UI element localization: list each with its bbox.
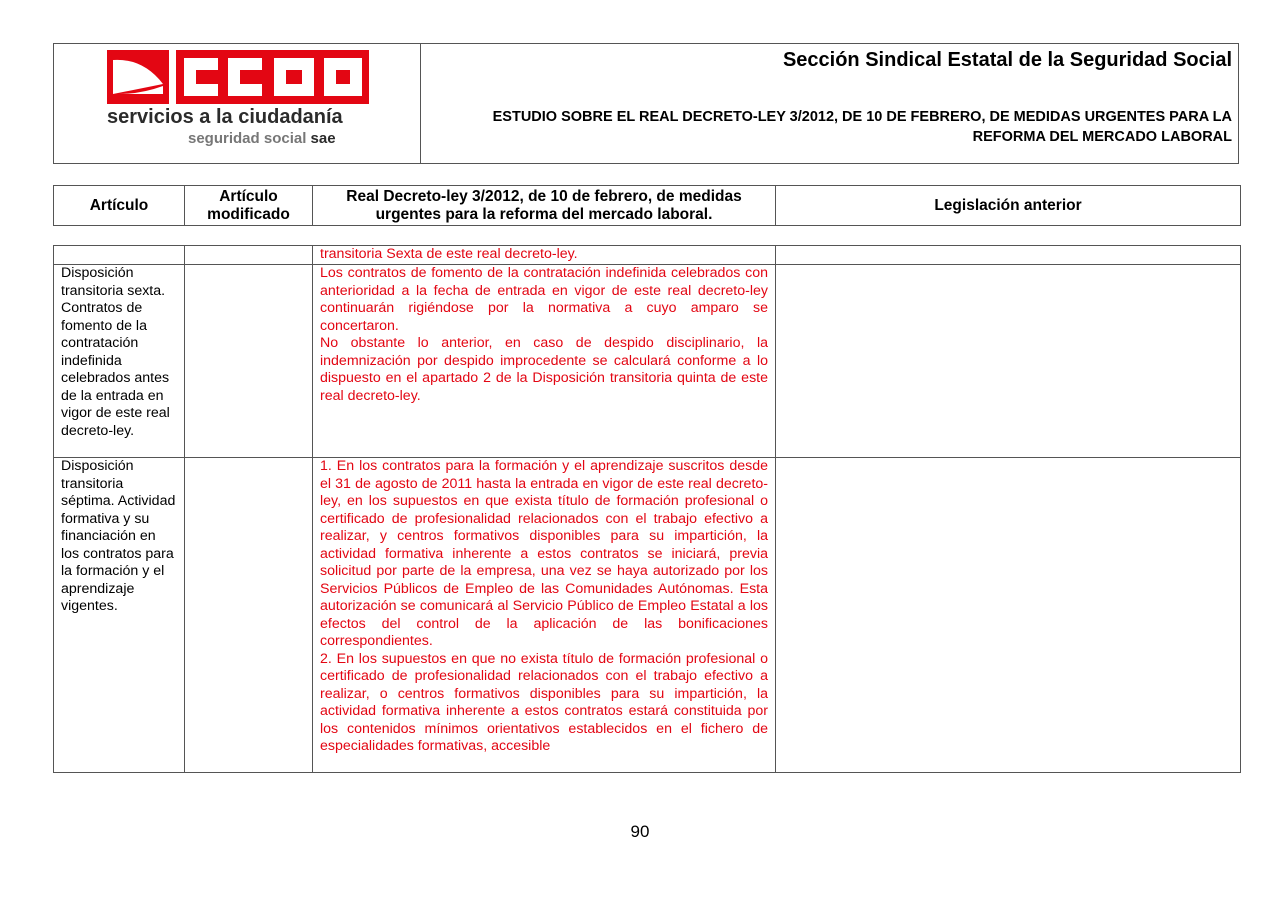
col-articulo-modificado: Artículo modificado: [185, 186, 313, 226]
cell-anterior: [776, 246, 1241, 265]
rdl-paragraph: 2. En los supuestos en que no exista título de formación profesional o certificado de profesionalidad relacionados con el trabajo efectivo a realizar, o centros formativos disponibles para su impartición, la actividad formativa inherente a estos contratos estará constituida por los contenidos mínimos orientativos establecidos en el fichero de especialidades formativas, accesible: [320, 650, 768, 754]
table-row: [54, 265, 1241, 458]
cell-articulo: [54, 246, 185, 265]
column-header-table: [53, 185, 1241, 226]
cell-rdl: [313, 246, 776, 265]
rdl-paragraph: 1. En los contratos para la formación y el aprendizaje suscritos desde el 31 de agosto de 2011 hasta la entrada en vigor de este real decreto-ley, en los supuestos en que exista título de formación profesional o certificado de profesionalidad relacionados con el trabajo efectivo a realizar, y centros formativos disponibles para su impartición, la actividad formativa inherente a estos contratos se iniciará, previa solicitud por parte de la empresa, una vez se haya autorizado por los Servicios Públicos de Empleo de las Comunidades Autónomas. Esta autorización se comunicará al Servicio Público de Empleo Estatal a los efectos del control de la aplicación de las bonificaciones correspondientes.: [320, 458, 768, 649]
logo-subtagline: [188, 130, 336, 147]
col-legislacion-anterior: Legislación anterior: [776, 186, 1241, 226]
col-rdl: Real Decreto-ley 3/2012, de 10 de febrero, de medidas urgentes para la reforma del mercado laboral.: [313, 186, 776, 226]
title-cell: [421, 44, 1238, 163]
ccoo-logo: [176, 50, 369, 104]
cell-modificado: [185, 458, 313, 773]
cell-anterior: [776, 265, 1241, 458]
cell-modificado: [185, 265, 313, 458]
content-table: [53, 245, 1241, 773]
rdl-paragraph: transitoria Sexta de este real decreto-ley.: [320, 246, 578, 262]
document-header: [53, 43, 1239, 164]
cell-rdl: [313, 458, 776, 773]
page-number: 90: [630, 822, 650, 841]
cell-articulo: Disposición transitoria séptima. Actividad formativa y su financiación en los contratos para la formación y el aprendizaje vigentes.: [54, 458, 185, 773]
logo-subtagline-text: seguridad social: [188, 130, 307, 147]
rdl-paragraph: Los contratos de fomento de la contratación indefinida celebrados con anterioridad a la fecha de entrada en vigor de este real decreto-ley continuarán rigiéndose por la normativa a cuyo amparo se concertaron.: [320, 265, 768, 334]
cell-anterior: [776, 458, 1241, 773]
table-row: [54, 246, 1241, 265]
logo-sae: sae: [310, 130, 336, 147]
table-row: [54, 458, 1241, 773]
study-title: ESTUDIO SOBRE EL REAL DECRETO-LEY 3/2012, DE 10 DE FEBRERO, DE MEDIDAS URGENTES PARA LA REFORMA DEL MERCADO LABORAL: [492, 109, 1232, 145]
cell-articulo: Disposición transitoria sexta. Contratos de fomento de la contratación indefinida celebrados antes de la entrada en vigor de este real decreto-ley.: [54, 265, 185, 458]
ccoo-emblem-icon: [107, 50, 169, 104]
rdl-paragraph: No obstante lo anterior, en caso de despido disciplinario, la indemnización por despido improcedente se calculará conforme a lo dispuesto en el apartado 2 de la Disposición transitoria quinta de este real decreto-ley.: [320, 335, 768, 404]
logo-cell: [54, 44, 421, 163]
cell-rdl: [313, 265, 776, 458]
col-articulo: Artículo: [54, 186, 185, 226]
org-title: Sección Sindical Estatal de la Seguridad Social: [782, 49, 1232, 71]
logo-tagline: servicios a la ciudadanía: [107, 106, 343, 128]
cell-modificado: [185, 246, 313, 265]
